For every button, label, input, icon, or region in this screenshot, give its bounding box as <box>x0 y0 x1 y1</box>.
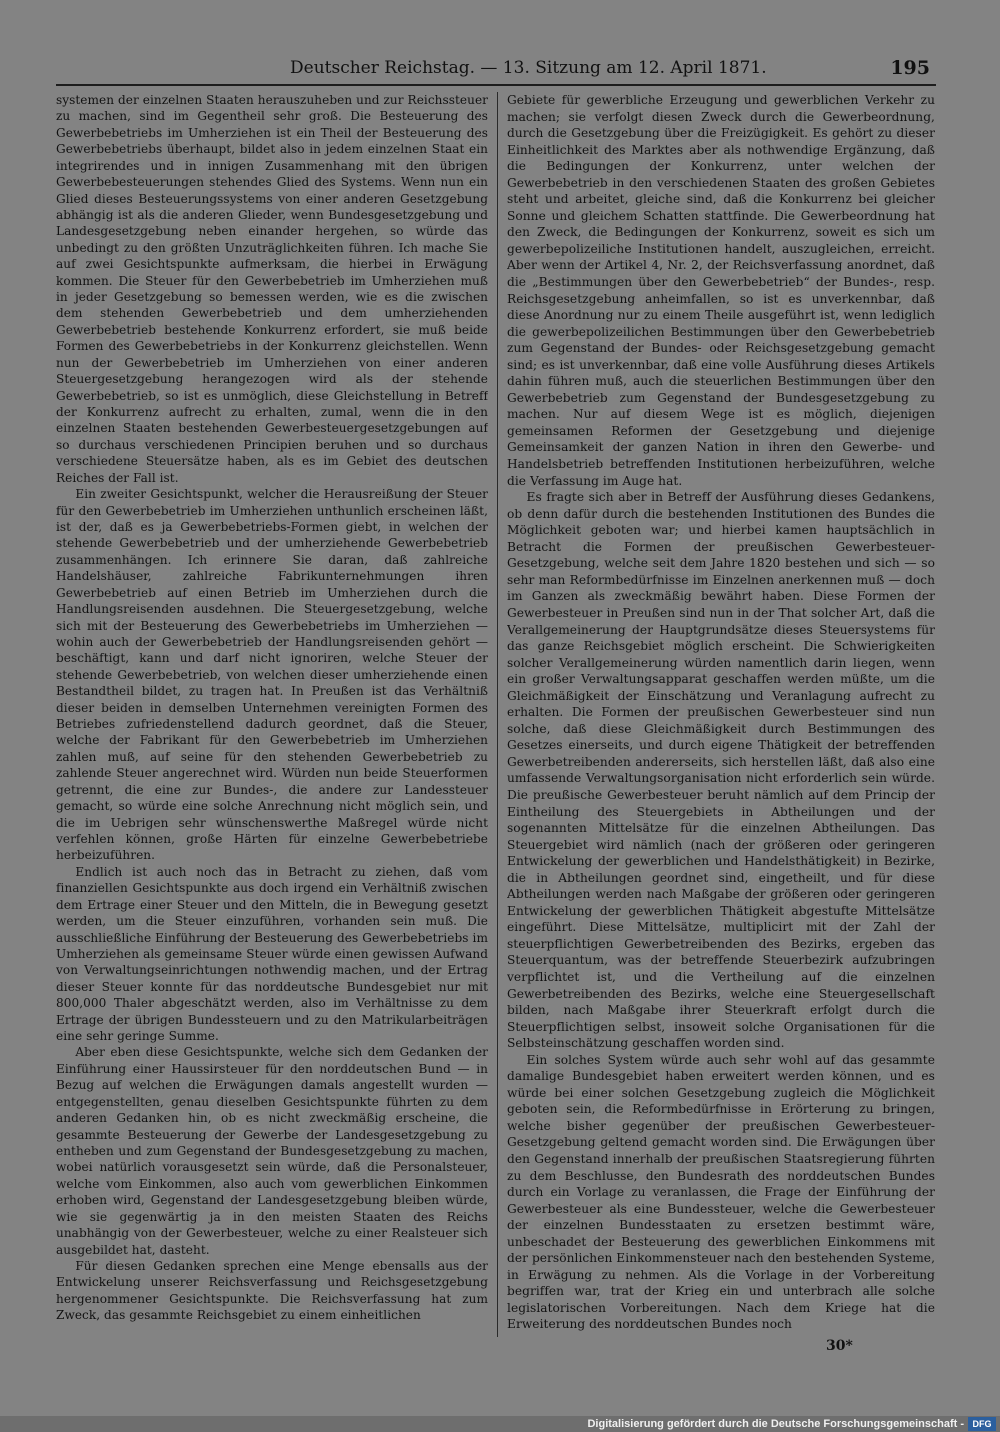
column-divider <box>497 92 498 1337</box>
footer-credit: Digitalisierung gefördert durch die Deutsche Forschungsgemeinschaft - <box>587 1418 964 1430</box>
signature-mark: 30* <box>826 1338 853 1354</box>
paragraph: Ein solches System würde auch sehr wohl auf das gesammte damalige Bundesgebiet haben erweitert werden können, und es würde bei einer solchen Gesetzgebung zugleich die Möglichkeit geboten sein, die Reformbedürfnisse in Erörterung zu bringen, welche bisher gegenüber der preußischen Gewerbesteuer-Gesetzgebung geltend gemacht worden sind. Die Erwägungen über den Gegenstand innerhalb der preußischen Staatsregierung führten zu dem Beschlusse, den Bundesrath des norddeutschen Bundes durch ein Vorlage zu veranlassen, die Frage der Einführung der Gewerbesteuer als eine Bundessteuer, welche die Gewerbesteuer der einzelnen Bundesstaaten zu ersetzen bestimmt wäre, unbeschadet der Besteuerung des gewerblichen Einkommens mit der persönlichen Einkommensteuer nach den bestehenden Systeme, in Erwägung zu nehmen. Als die Vorlage in der Vorbereitung begriffen war, trat der Krieg ein und unterbrach alle solche legislatorischen Vorbereitungen. Nach dem Kriege hat die Erweiterung des norddeutschen Bundes noch <box>507 1052 935 1332</box>
paragraph: systemen der einzelnen Staaten herauszuheben und zur Reichssteuer zu machen, sind im Gegentheil sehr groß. Die Besteuerung des Gewerbebetriebs im Umherziehen ist ein Theil der Besteuerung des Gewerbebetriebs überhaupt, bildet also in jedem einzelnen Staat ein integrirendes und in innigen Zusammenhang mit den übrigen Gewerbebesteuerungen stehendes Glied des Systems. Wenn nun ein Glied dieses Besteuerungssystems von einer anderen Gesetzgebung abhängig ist als die anderen Glieder, wenn Bundesgesetzgebung und Landesgesetzgebung neben einander hergehen, so würde das unbedingt zu den größten Unzuträglichkeiten führen. Ich mache Sie auf zwei Gesichtspunkte aufmerksam, die hierbei in Erwägung kommen. Die Steuer für den Gewerbebetrieb im Umherziehen muß in jeder Gesetzgebung so bemessen werden, wie es die zwischen dem stehenden Gewerbebetrieb und dem umherziehenden Gewerbebetrieb bestehende Konkurrenz erfordert, sie muß beide Formen des Gewerbebetriebs in der Konkurrenz gleichstellen. Wenn nun der Gewerbebetrieb im Umherziehen von einer anderen Steuergesetzgebung herangezogen wird als der stehende Gewerbebetrieb, so ist es unmöglich, diese Gleichstellung in Betreff der Konkurrenz aufrecht zu erhalten, zumal, wenn die in den einzelnen Staaten bestehenden Gewerbesteuergesetzgebungen auf so durchaus verschiedenen Principien beruhen und so durchaus verschiedene Steuersätze haben, als es im Gebiet des deutschen Reiches der Fall ist. <box>56 93 488 485</box>
paragraph: Aber eben diese Gesichtspunkte, welche sich dem Gedanken der Einführung einer Haussirsteuer für den norddeutschen Bund — in Bezug auf welchen die Erwägungen damals angestellt wurden — entgegenstellten, genau dieselben Gesichtspunkte führten zu dem anderen Gedanken hin, ob es nicht zweckmäßig erscheine, die gesammte Besteuerung der Gewerbe der Landesgesetzgebung zu entheben und zum Gegenstand der Bundesgesetzgebung zu machen, wobei natürlich vorausgesetzt sein würde, daß die Personalsteuer, welche vom Einkommen, also auch vom gewerblichen Einkommen erhoben wird, Gegenstand der Landesgesetzgebung bleiben würde, wie sie gegenwärtig ja in den meisten Staaten des Reichs unabhängig von der Gewerbesteuer, welche zu einer Realsteuer sich ausgebildet hat, dasteht. <box>56 1045 488 1257</box>
paragraph: Endlich ist auch noch das in Betracht zu ziehen, daß vom finanziellen Gesichtspunkte aus doch irgend ein Verhältniß zwischen dem Ertrage einer Steuer und den Mitteln, die in Bewegung gesetzt werden, um die Steuer einzuführen, vorhanden sein muß. Die ausschließliche Einführung der Besteuerung des Gewerbebetriebs im Umherziehen als gemeinsame Steuer würde einen gewissen Aufwand von Verwaltungseinrichtungen nothwendig machen, und der Ertrag dieser Steuer konnte für das norddeutsche Bundesgebiet nur mit 800,000 Thaler abgeschätzt werden, also im Verhältnisse zu dem Ertrage der übrigen Bundessteuern und zu den Matrikularbeiträgen eine sehr geringe Summe. <box>56 864 488 1044</box>
paragraph: Gebiete für gewerbliche Erzeugung und gewerblichen Verkehr zu machen; sie verfolgt diesen Zweck durch die Gewerbeordnung, durch die Gesetzgebung über die Freizügigkeit. Es gehört zu dieser Einheitlichkeit des Marktes aber als nothwendige Ergänzung, daß die Bedingungen der Konkurrenz, unter welchen der Gewerbebetrieb in den verschiedenen Staaten des großen Gebietes steht und arbeitet, gleiche sind, daß die Konkurrenz bei gleicher Sonne und gleichem Schatten stattfinde. Die Gewerbeordnung hat den Zweck, die Bedingungen der Konkurrenz, soweit es sich um gewerbepolizeiliche Institutionen handelt, auszugleichen, erreicht. Aber wenn der Artikel 4, Nr. 2, der Reichsverfassung anordnet, daß die „Bestimmungen über den Gewerbebetrieb“ der Bundes-, resp. Reichsgesetzgebung anheimfallen, so ist es unverkennbar, daß diese Anordnung nur zu einem Theile ausgeführt ist, wenn lediglich die gewerbepolizeilichen Bestimmungen über den Gewerbebetrieb zum Gegenstand der Bundes- oder Reichsgesetzgebung gemacht sind; es ist unverkennbar, daß eine volle Ausführung dieses Artikels dahin führen muß, auch die steuerlichen Bestimmungen über den Gewerbebetrieb zum Gegenstand der Bundesgesetzgebung zu machen. Nur auf diesem Wege ist es möglich, diejenigen gemeinsamen Reformen der Gesetzgebung und diejenige Gemeinsamkeit der ganzen Nation in ihren den Gewerbe- und Handelsbetrieb betreffenden Institutionen herbeizuführen, welche die Verfassung im Auge hat. <box>507 93 935 488</box>
dfg-logo: DFG <box>968 1417 996 1431</box>
paragraph: Es fragte sich aber in Betreff der Ausführung dieses Gedankens, ob denn dafür durch die bestehenden Institutionen des Bundes die Möglichkeit geboten war; und hierbei kamen hauptsächlich in Betracht die Formen der preußischen Gewerbesteuer-Gesetzgebung, welche seit dem Jahre 1820 bestehen und sich — so sehr man Reformbedürfnisse im Einzelnen anerkennen muß — doch im Ganzen als zweckmäßig bewährt haben. Diese Formen der Gewerbesteuer in Preußen sind nun in der That solcher Art, daß die Verallgemeinerung der Hauptgrundsätze dieses Steuersystems für das ganze Reichsgebiet möglich erscheint. Die Schwierigkeiten solcher Verallgemeinerung würden namentlich darin liegen, wenn ein großer Verwaltungsapparat geschaffen werden müßte, um die Gleichmäßigkeit der Einschätzung und Veranlagung aufrecht zu erhalten. Die Formen der preußischen Gewerbesteuer sind nun solche, daß diese Gleichmäßigkeit durch Bestimmungen des Gesetzes einerseits, und durch eigene Thätigkeit der betreffenden Gewerbetreibenden andererseits, sich herstellen läßt, daß also eine umfassende Verwaltungsorganisation nicht erforderlich sein würde. Die preußische Gewerbesteuer beruht nämlich auf dem Princip der Eintheilung des Steuergebiets in Abtheilungen und der sogenannten Mittelsätze für die einzelnen Abtheilungen. Das Steuergebiet wird nämlich (nach der größeren oder geringeren Entwickelung der gewerblichen und Handelsthätigkeit) in Bezirke, die in Abtheilungen geordnet sind, eingetheilt, und für diese Abtheilungen werden nach Maßgabe der größeren oder geringeren Entwickelung der gewerblichen Thätigkeit abgestufte Mittelsätze eingeführt. Diese Mittelsätze, multiplicirt mit der Zahl der steuerpflichtigen Gewerbetreibenden des Bezirks, ergeben das Steuerquantum, was der betreffende Steuerbezirk aufzubringen verpflichtet ist, und die Vertheilung auf die einzelnen Gewerbetreibenden des Bezirks, welche eine Steuergesellschaft bilden, nach Maßgabe ihrer Steuerkraft erfolgt durch die Steuerpflichtigen selbst, insoweit solche Organisationen für die Selbsteinschätzung geschaffen worden sind. <box>507 490 935 1051</box>
left-column <box>56 92 488 1337</box>
running-header <box>290 56 930 80</box>
paragraph: Für diesen Gedanken sprechen eine Menge ebensalls aus der Entwickelung unserer Reichsverfassung und Reichsgesetzgebung hergenommener Gesichtspunkte. Die Reichsverfassung hat zum Zweck, das gesammte Reichsgebiet zu einem einheitlichen <box>56 1258 488 1323</box>
right-column <box>507 92 935 1337</box>
header-title: Deutscher Reichstag. — 13. Sitzung am 12. April 1871. <box>290 58 767 78</box>
page-number: 195 <box>890 57 930 79</box>
paragraph: Ein zweiter Gesichtspunkt, welcher die Herausreißung der Steuer für den Gewerbebetrieb im Umherziehen unthunlich erscheinen läßt, ist der, daß es ja Gewerbebetriebs-Formen giebt, in welchen der stehende Gewerbebetrieb und der umherziehende Gewerbebetrieb zusammenhängen. Ich erinnere Sie daran, daß zahlreiche Handelshäuser, zahlreiche Fabrikunternehmungen ihren Gewerbebetrieb auf einen Betrieb im Umherziehen durch die Handlungsreisenden ausdehnen. Die Steuergesetzgebung, welche sich mit der Besteuerung des Gewerbebetriebs im Umherziehen — wohin auch der Gewerbebetrieb der Handlungsreisenden gehört — beschäftigt, kann und darf nicht ignoriren, welche Steuer der stehende Gewerbebetrieb, von welchen dieser umherziehende einen Bestandtheil bildet, zu tragen hat. In Preußen ist das Verhältniß dieser beiden in demselben Unternehmen vereinigten Formen des Betriebes zufriedenstellend dadurch geordnet, daß die Steuer, welche der Fabrikant für den Gewerbebetrieb im Umherziehen zahlen muß, auf seine für den stehenden Gewerbebetrieb zu zahlende Steuer angerechnet wird. Würden nun beide Steuerformen getrennt, die eine zur Bundes-, die andere zur Landessteuer gemacht, so würde eine solche Anrechnung nicht möglich sein, und die im Uebrigen sehr wünschenswerthe Maßregel würde nicht verfehlen können, große Härten für einzelne Gewerbebetriebe herbeizuführen. <box>56 487 488 863</box>
footer-bar <box>0 1416 1000 1432</box>
header-rule <box>56 84 936 86</box>
